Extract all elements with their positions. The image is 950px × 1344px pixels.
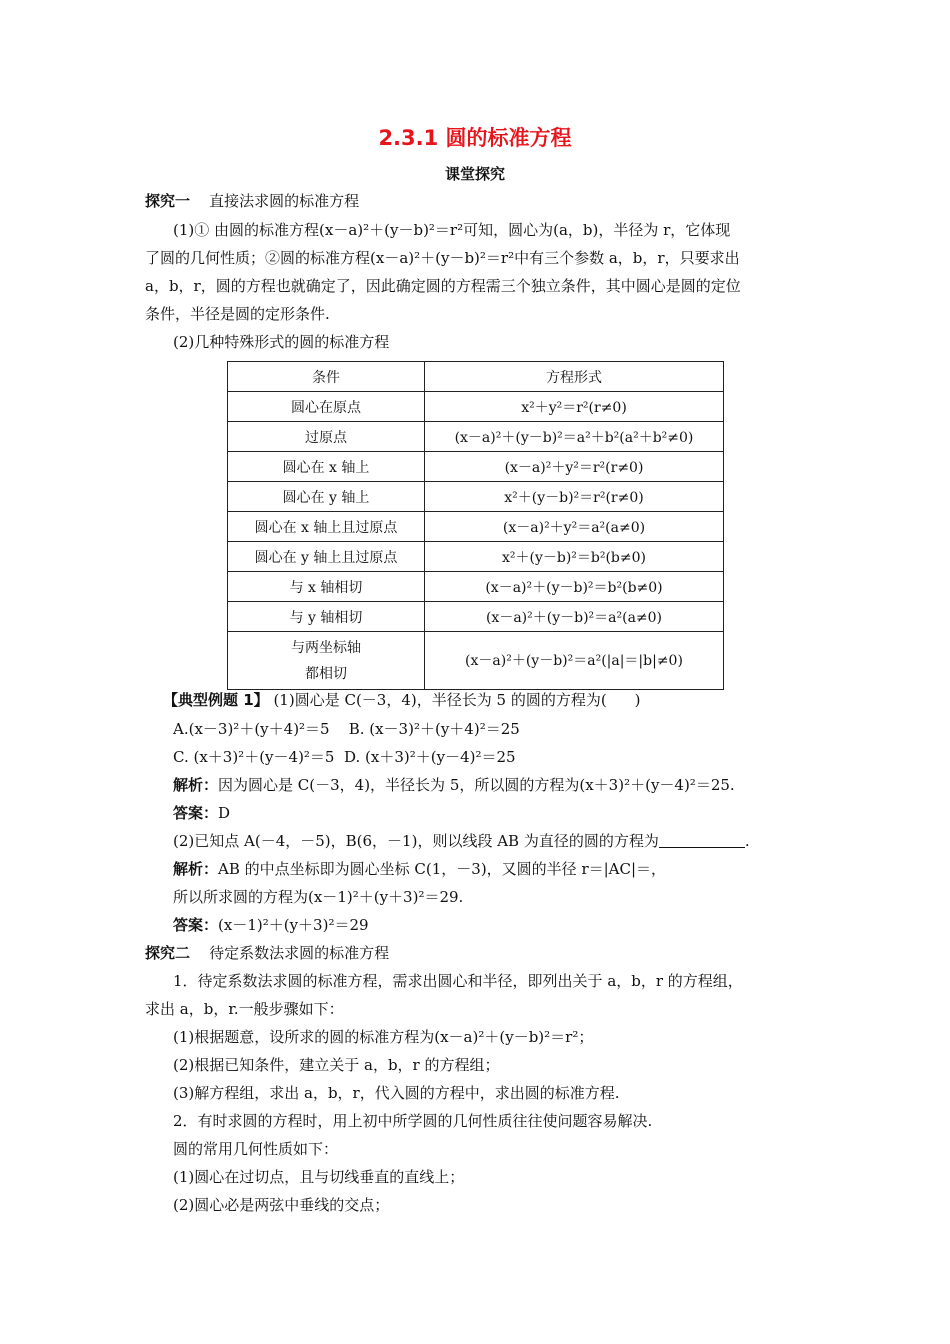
table-cell-condition: 圆心在 x 轴上且过原点 [228, 512, 425, 542]
table-cell-condition-line1: 与两坐标轴 [291, 639, 361, 656]
section2-para-2: 2．有时求圆的方程时，用上初中所学圆的几何性质往往使问题容易解决. [173, 1112, 653, 1130]
table-row [228, 422, 724, 452]
page-title: 2.3.1 圆的标准方程 [378, 126, 572, 150]
analysis-label: 解析： [173, 776, 219, 794]
example-label: 【典型例题 1】 [163, 691, 269, 709]
section1-heading [145, 191, 359, 211]
section2-property-1: (1)圆心在过切点，且与切线垂直的直线上； [173, 1168, 465, 1186]
section1-para-line-2: 了圆的几何性质；②圆的标准方程(x－a)²＋(y－b)²＝r²中有三个参数 a，b，r，只要求出 [145, 249, 740, 267]
analysis-label: 解析： [173, 860, 219, 878]
example-q1-text: (1)圆心是 C(－3，4)，半径长为 5 的圆的方程为( [273, 691, 607, 709]
section2-step-1: (1)根据题意，设所求的圆的标准方程为(x－a)²＋(y－b)²＝r²； [173, 1028, 594, 1046]
section2-para-line-1: 1．待定系数法求圆的标准方程，需求出圆心和半径，即列出关于 a，b，r 的方程组， [173, 972, 743, 990]
table-cell-formula: (x－a)²＋(y－b)²＝b²(b≠0) [425, 572, 724, 602]
table-cell-condition-line2: 都相切 [305, 665, 347, 682]
table-cell-formula: x²＋(y－b)²＝r²(r≠0) [425, 482, 724, 512]
table-header-condition: 条件 [228, 362, 425, 392]
table-cell-formula: (x－a)²＋(y－b)²＝a²＋b²(a²＋b²≠0) [425, 422, 724, 452]
page-subtitle: 课堂探究 [444, 165, 505, 183]
example-q1-end: ) [634, 691, 641, 709]
answer-2-text: (x－1)²＋(y＋3)²＝29 [218, 916, 369, 934]
analysis-1 [173, 775, 735, 795]
section1-para-line-1: (1)① 由圆的标准方程(x－a)²＋(y－b)²＝r²可知，圆心为(a，b)，半径为 r，它体现 [173, 221, 731, 239]
table-row [228, 572, 724, 602]
example-options-row-1 [173, 719, 520, 739]
table-row [228, 602, 724, 632]
example-q2-text: (2)已知点 A(－4，－5)，B(6，－1)，则以线段 AB 为直径的圆的方程为 [173, 832, 659, 850]
option-b: B. (x－3)²＋(y＋4)²＝25 [348, 720, 520, 738]
section1-heading-text: 直接法求圆的标准方程 [209, 192, 360, 210]
section1-subheading: (2)几种特殊形式的圆的标准方程 [173, 333, 390, 351]
table-cell-condition: 过原点 [228, 422, 425, 452]
table-cell-condition: 与 y 轴相切 [228, 602, 425, 632]
example-options-row-2 [173, 747, 516, 767]
table-cell-condition [228, 632, 425, 690]
section1-para-line-4: 条件，半径是圆的定形条件. [145, 305, 330, 323]
table-row [228, 482, 724, 512]
analysis-1-text: 因为圆心是 C(－3，4)，半径长为 5，所以圆的方程为(x＋3)²＋(y－4)²＝25. [218, 776, 735, 794]
table-row [228, 632, 724, 690]
analysis-2b: 所以所求圆的方程为(x－1)²＋(y＋3)²＝29. [173, 888, 464, 906]
table-cell-condition: 圆心在 x 轴上 [228, 452, 425, 482]
example-question-1 [163, 690, 641, 710]
table-cell-condition: 圆心在 y 轴上且过原点 [228, 542, 425, 572]
section2-heading-text: 待定系数法求圆的标准方程 [209, 944, 390, 962]
answer-blank [659, 833, 745, 848]
table-cell-condition: 与 x 轴相切 [228, 572, 425, 602]
section2-step-2: (2)根据已知条件，建立关于 a，b，r 的方程组； [173, 1056, 500, 1074]
section2-para-3: 圆的常用几何性质如下： [173, 1140, 339, 1158]
table-header-row [228, 362, 724, 392]
table-header-form: 方程形式 [425, 362, 724, 392]
table-row [228, 542, 724, 572]
option-d: D. (x＋3)²＋(y－4)²＝25 [344, 748, 516, 766]
example-q2-end: . [744, 832, 750, 850]
section2-step-3: (3)解方程组，求出 a，b，r，代入圆的方程中，求出圆的标准方程. [173, 1084, 620, 1102]
answer-1-text: D [218, 804, 231, 822]
example-question-2 [173, 831, 750, 851]
table-cell-formula: x²＋(y－b)²＝b²(b≠0) [425, 542, 724, 572]
section1-para-line-3: a，b，r，圆的方程也就确定了，因此确定圆的方程需三个独立条件，其中圆心是圆的定位 [145, 277, 741, 295]
section2-property-2: (2)圆心必是两弦中垂线的交点； [173, 1196, 390, 1214]
analysis-2-text: AB 的中点坐标即为圆心坐标 C(1，－3)，又圆的半径 r＝|AC|＝， [218, 860, 667, 878]
answer-1 [173, 803, 230, 823]
option-c: C. (x＋3)²＋(y－4)²＝5 [173, 748, 335, 766]
section2-heading [145, 943, 389, 963]
answer-2 [173, 915, 369, 935]
answer-label: 答案： [173, 804, 219, 822]
table-cell-condition: 圆心在 y 轴上 [228, 482, 425, 512]
table-cell-formula: (x－a)²＋y²＝a²(a≠0) [425, 512, 724, 542]
answer-label: 答案： [173, 916, 219, 934]
table-row [228, 512, 724, 542]
table-cell-formula: (x－a)²＋(y－b)²＝a²(|a|＝|b|≠0) [425, 632, 724, 690]
section2-heading-label: 探究二 [145, 944, 191, 962]
table-row [228, 452, 724, 482]
section2-para-line-2: 求出 a，b，r.一般步骤如下： [145, 1000, 344, 1018]
table-cell-formula: (x－a)²＋y²＝r²(r≠0) [425, 452, 724, 482]
analysis-2 [173, 859, 666, 879]
section1-heading-label: 探究一 [145, 192, 191, 210]
circle-equation-table [227, 361, 724, 690]
table-cell-formula: x²＋y²＝r²(r≠0) [425, 392, 724, 422]
table-cell-formula: (x－a)²＋(y－b)²＝a²(a≠0) [425, 602, 724, 632]
option-a: A.(x－3)²＋(y＋4)²＝5 [173, 720, 330, 738]
table-cell-condition: 圆心在原点 [228, 392, 425, 422]
table-row [228, 392, 724, 422]
